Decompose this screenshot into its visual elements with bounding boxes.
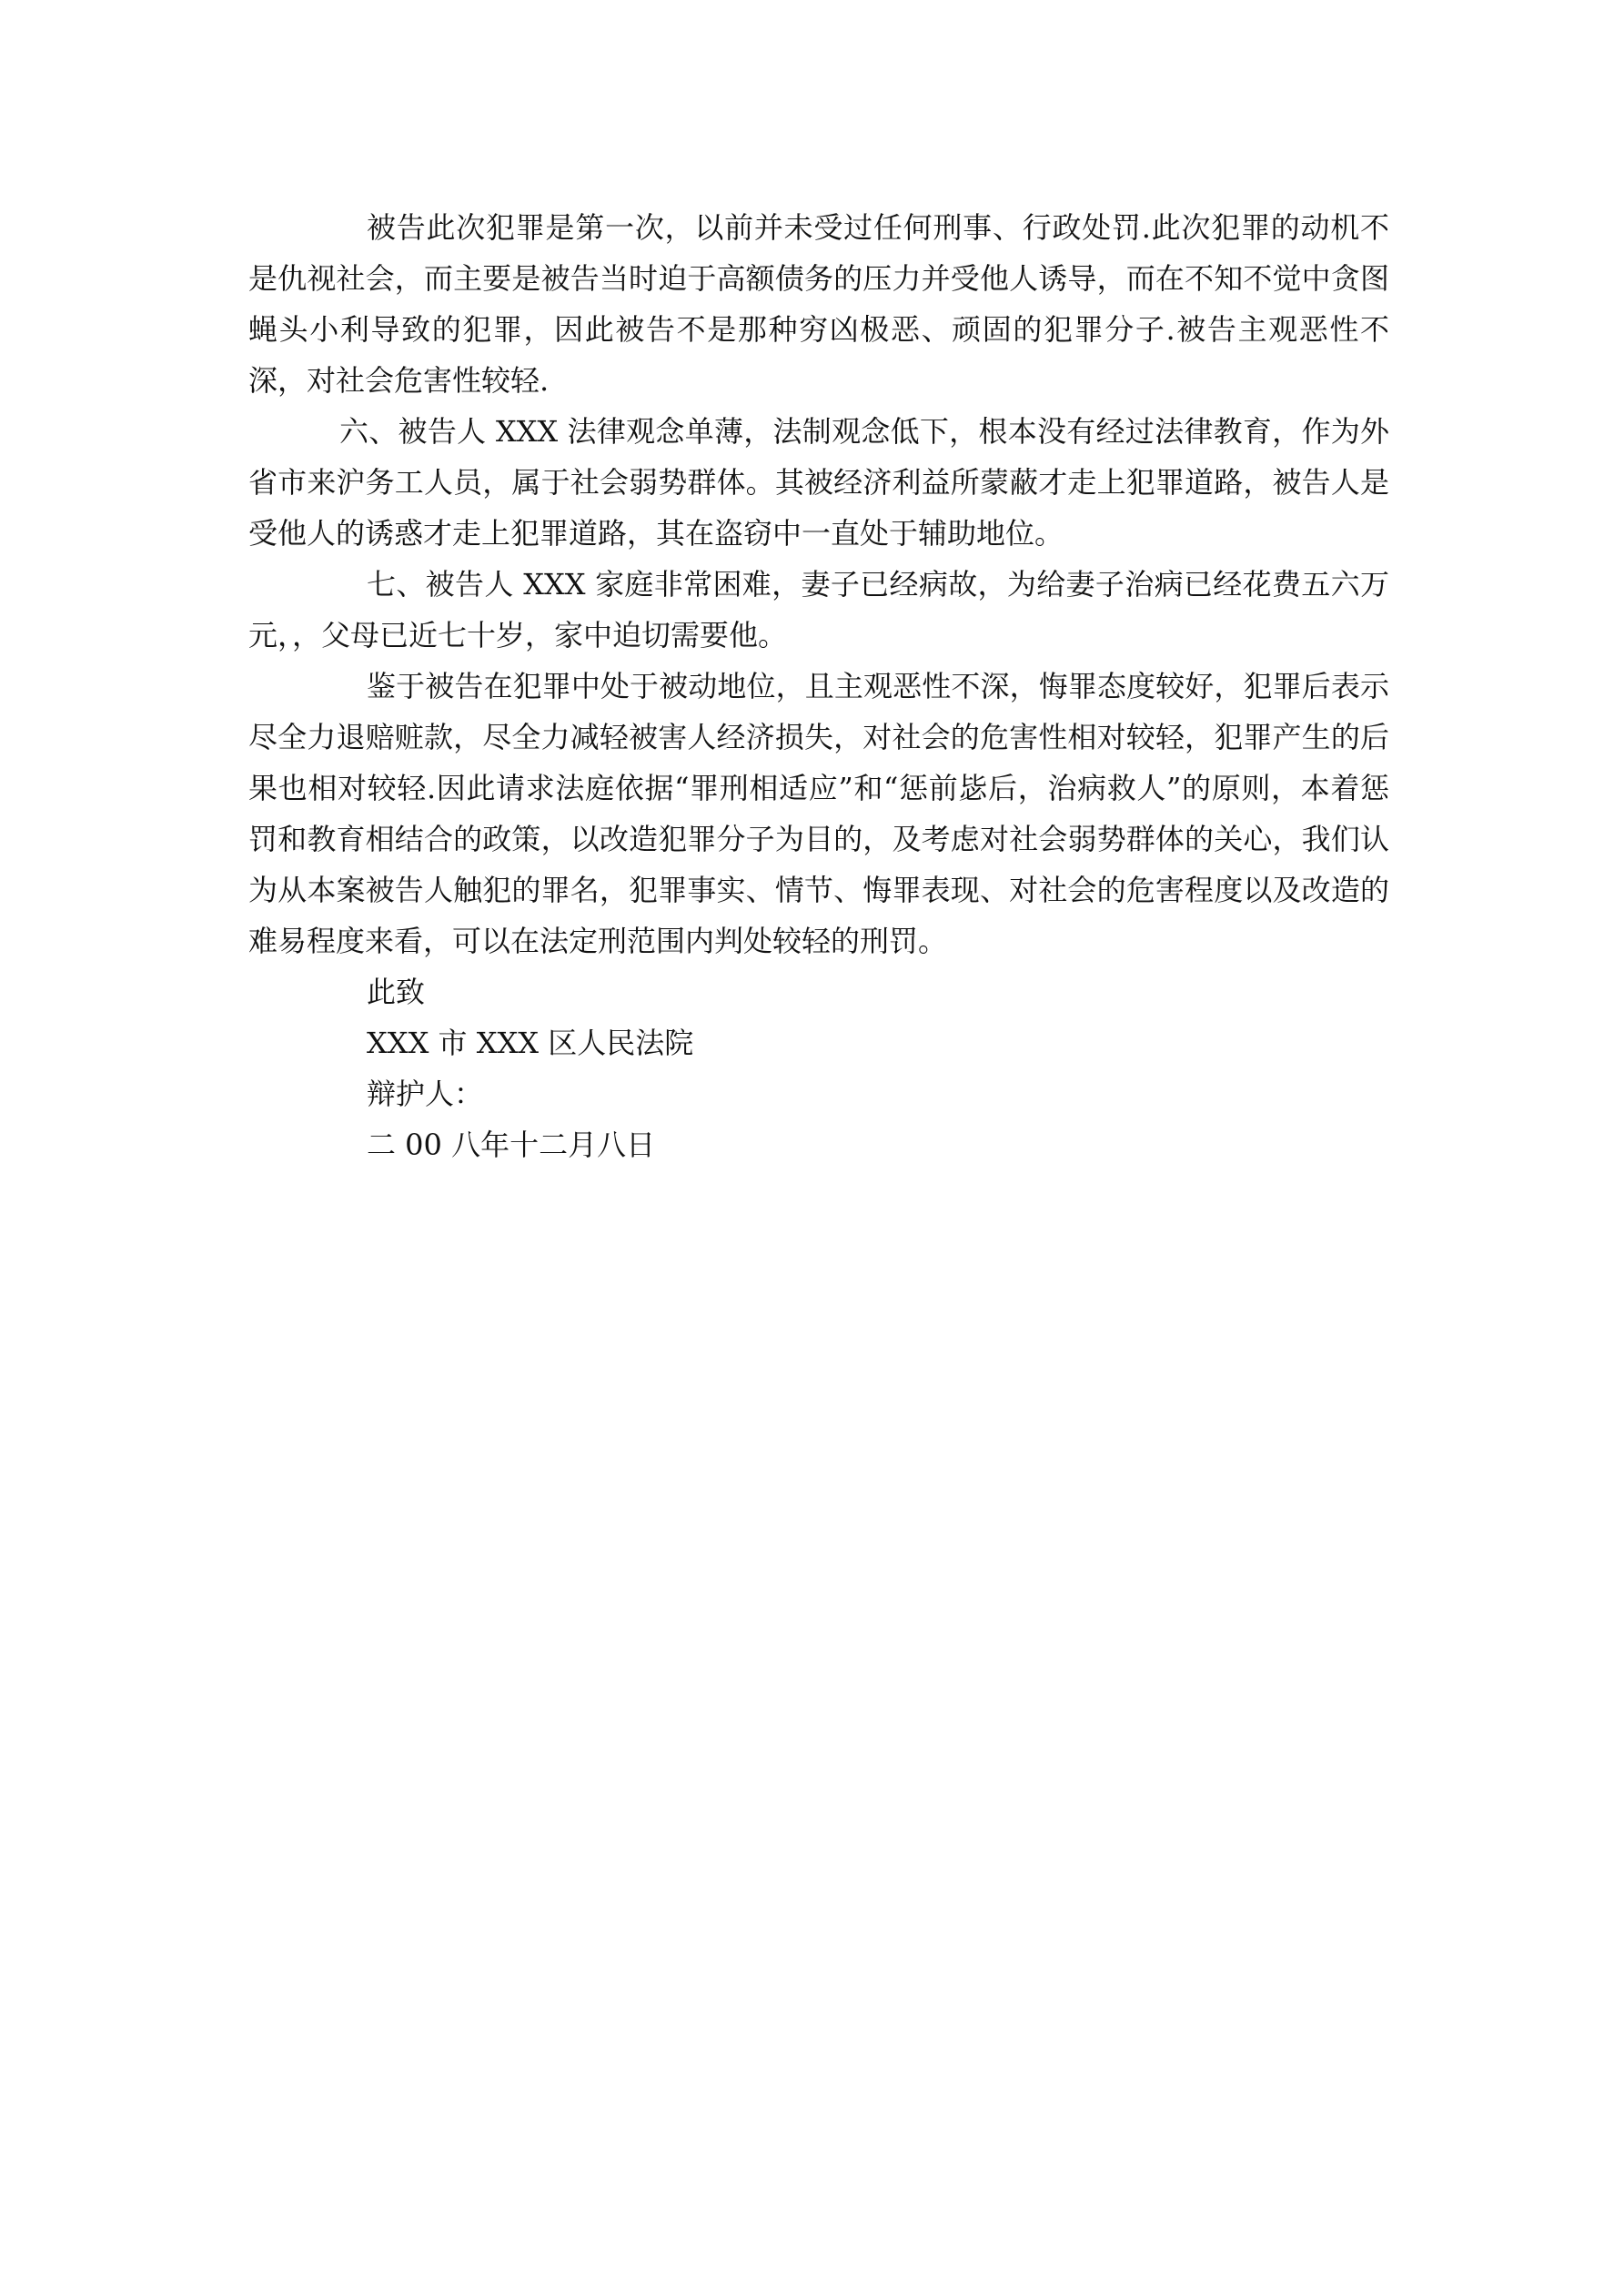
- closing-salutation: 此致: [367, 975, 426, 1009]
- document-body: [248, 202, 1389, 1170]
- closing-date: 二 00 八年十二月八日: [367, 1128, 656, 1162]
- paragraph-first-offense: 被告此次犯罪是第一次，以前并未受过任何刑事、行政处罚.此次犯罪的动机不是仇视社会，而主要是被告当时迫于高额债务的压力并受他人诱导，而在不知不觉中贪图蝇头小利导致的犯罪，因此被告不是那种穷凶极恶、顽固的犯罪分子.被告主观恶性不深，对社会危害性较轻.: [248, 210, 1389, 398]
- closing-court: XXX 市 XXX 区人民法院: [367, 1026, 694, 1060]
- paragraph-point-seven: 七、被告人 XXX 家庭非常困难，妻子已经病故，为给妻子治病已经花费五六万元，，父母已近七十岁，家中迫切需要他。: [248, 567, 1389, 652]
- paragraph-point-six: 六、被告人 XXX 法律观念单薄，法制观念低下，根本没有经过法律教育，作为外省市来沪务工人员，属于社会弱势群体。其被经济利益所蒙蔽才走上犯罪道路，被告人是受他人的诱惑才走上犯罪道路，其在盗窃中一直处于辅助地位。: [248, 414, 1389, 551]
- paragraph-conclusion: 鉴于被告在犯罪中处于被动地位，且主观恶性不深，悔罪态度较好，犯罪后表示尽全力退赔赃款，尽全力减轻被害人经济损失，对社会的危害性相对较轻，犯罪产生的后果也相对较轻.因此请求法庭依据“罪刑相适应”和“惩前毖后，治病救人”的原则，本着惩罚和教育相结合的政策，以改造犯罪分子为目的，及考虑对社会弱势群体的关心，我们认为从本案被告人触犯的罪名，犯罪事实、情节、悔罪表现、对社会的危害程度以及改造的难易程度来看，可以在法定刑范围内判处较轻的刑罚。: [248, 669, 1389, 958]
- closing-defender: 辩护人：: [367, 1077, 484, 1111]
